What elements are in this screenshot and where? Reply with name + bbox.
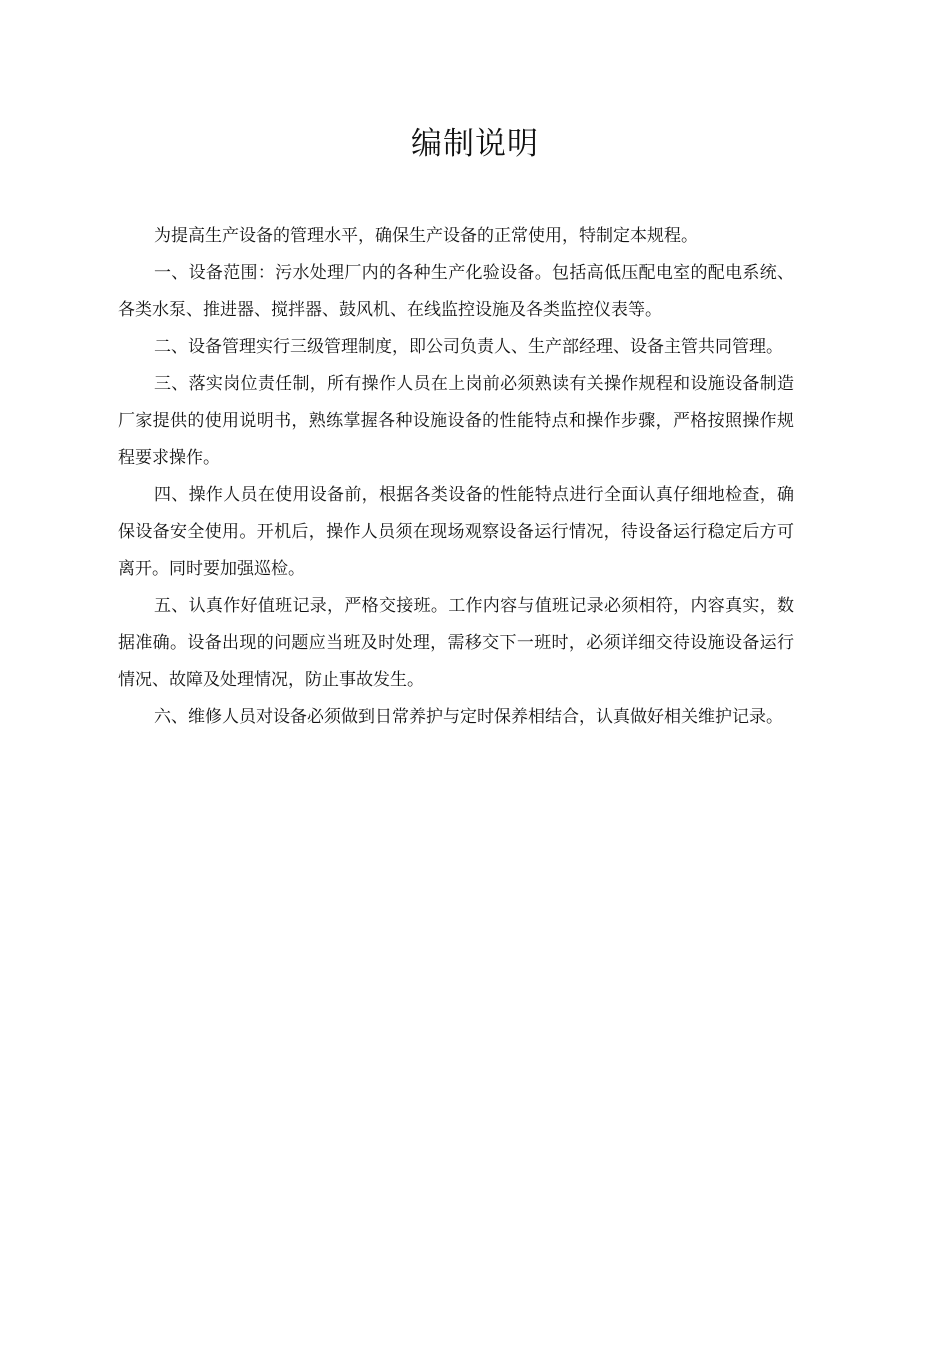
- paragraph-equipment-scope: 一、设备范围：污水处理厂内的各种生产化验设备。包括高低压配电室的配电系统、各类水泵、推进器、搅拌器、鼓风机、在线监控设施及各类监控仪表等。: [118, 263, 794, 320]
- document-body: [118, 218, 794, 736]
- paragraph-responsibility: 三、落实岗位责任制，所有操作人员在上岗前必须熟读有关操作规程和设施设备制造厂家提供的使用说明书，熟练掌握各种设施设备的性能特点和操作步骤，严格按照操作规程要求操作。: [118, 374, 794, 468]
- paragraph-shift-records: 五、认真作好值班记录，严格交接班。工作内容与值班记录必须相符，内容真实，数据准确。设备出现的问题应当班及时处理，需移交下一班时，必须详细交待设施设备运行情况、故障及处理情况，防止事故发生。: [118, 596, 794, 690]
- paragraph-inspection: 四、操作人员在使用设备前，根据各类设备的性能特点进行全面认真仔细地检查，确保设备安全使用。开机后，操作人员须在现场观察设备运行情况，待设备运行稳定后方可离开。同时要加强巡检。: [118, 485, 794, 579]
- paragraph-intro: 为提高生产设备的管理水平，确保生产设备的正常使用，特制定本规程。: [154, 226, 698, 246]
- paragraph-maintenance: 六、维修人员对设备必须做到日常养护与定时保养相结合，认真做好相关维护记录。: [154, 707, 783, 727]
- paragraph-management-system: 二、设备管理实行三级管理制度，即公司负责人、生产部经理、设备主管共同管理。: [154, 337, 783, 357]
- page-title: 编制说明: [411, 126, 539, 162]
